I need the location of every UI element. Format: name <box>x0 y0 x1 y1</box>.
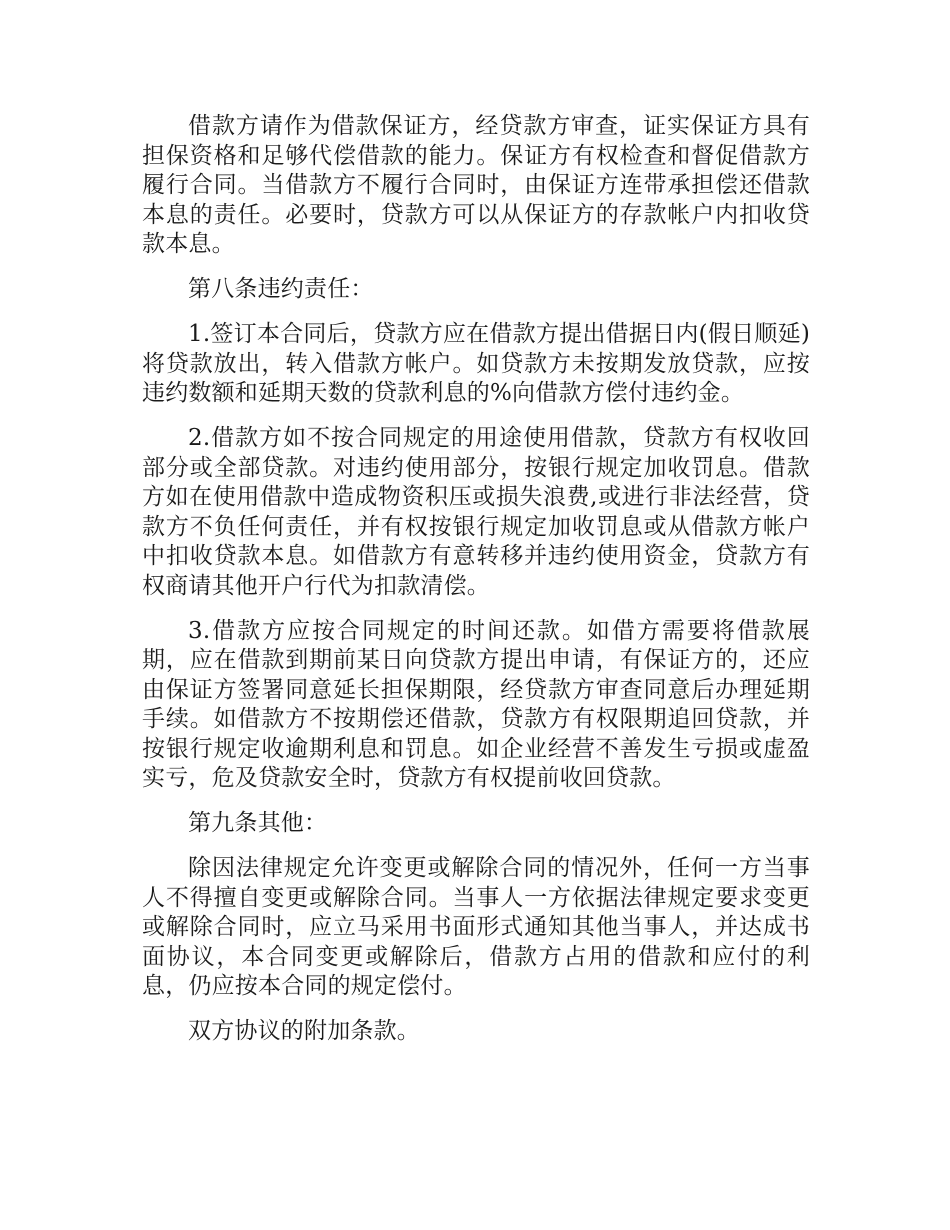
guarantor-paragraph: 借款方请作为借款保证方，经贷款方审查，证实保证方具有担保资格和足够代偿借款的能力。保证方有权检查和督促借款方履行合同。当借款方不履行合同时，由保证方连带承担偿还借款本息的责任。必要时，贷款方可以从保证方的存款帐户内扣收贷款本息。 <box>142 113 810 257</box>
article-9-heading: 第九条其他： <box>188 810 328 836</box>
clause-8-3-paragraph: 3.借款方应按合同规定的时间还款。如借方需要将借款展期，应在借款到期前某日向贷款方提出申请，有保证方的，还应由保证方签署同意延长担保期限，经贷款方审查同意后办理延期手续。如借款方不按期偿还借款，贷款方有权限期追回贷款，并按银行规定收逾期利息和罚息。如企业经营不善发生亏损或虚盈实亏，危及贷款安全时，贷款方有权提前收回贷款。 <box>142 617 810 791</box>
article-9-paragraph: 除因法律规定允许变更或解除合同的情况外，任何一方当事人不得擅自变更或解除合同。当事人一方依据法律规定要求变更或解除合同时，应立马采用书面形式通知其他当事人，并达成书面协议，本合同变更或解除后，借款方占用的借款和应付的利息，仍应按本合同的规定偿付。 <box>142 855 810 999</box>
clause-8-2-paragraph: 2.借款方如不按合同规定的用途使用借款，贷款方有权收回部分或全部贷款。对违约使用部分，按银行规定加收罚息。借款方如在使用借款中造成物资积压或损失浪费,或进行非法经营，贷款方不负任何责任，并有权按银行规定加收罚息或从借款方帐户中扣收贷款本息。如借款方有意转移并违约使用资金，贷款方有权商请其他开户行代为扣款清偿。 <box>142 425 810 599</box>
clause-8-1-paragraph: 1.签订本合同后，贷款方应在借款方提出借据日内(假日顺延)将贷款放出，转入借款方帐户。如贷款方未按期发放贷款，应按违约数额和延期天数的贷款利息的%向借款方偿付违约金。 <box>142 321 810 406</box>
article-8-heading: 第八条违约责任： <box>188 276 374 302</box>
additional-terms-paragraph: 双方协议的附加条款。 <box>188 1018 420 1044</box>
document-page <box>142 112 810 1062</box>
